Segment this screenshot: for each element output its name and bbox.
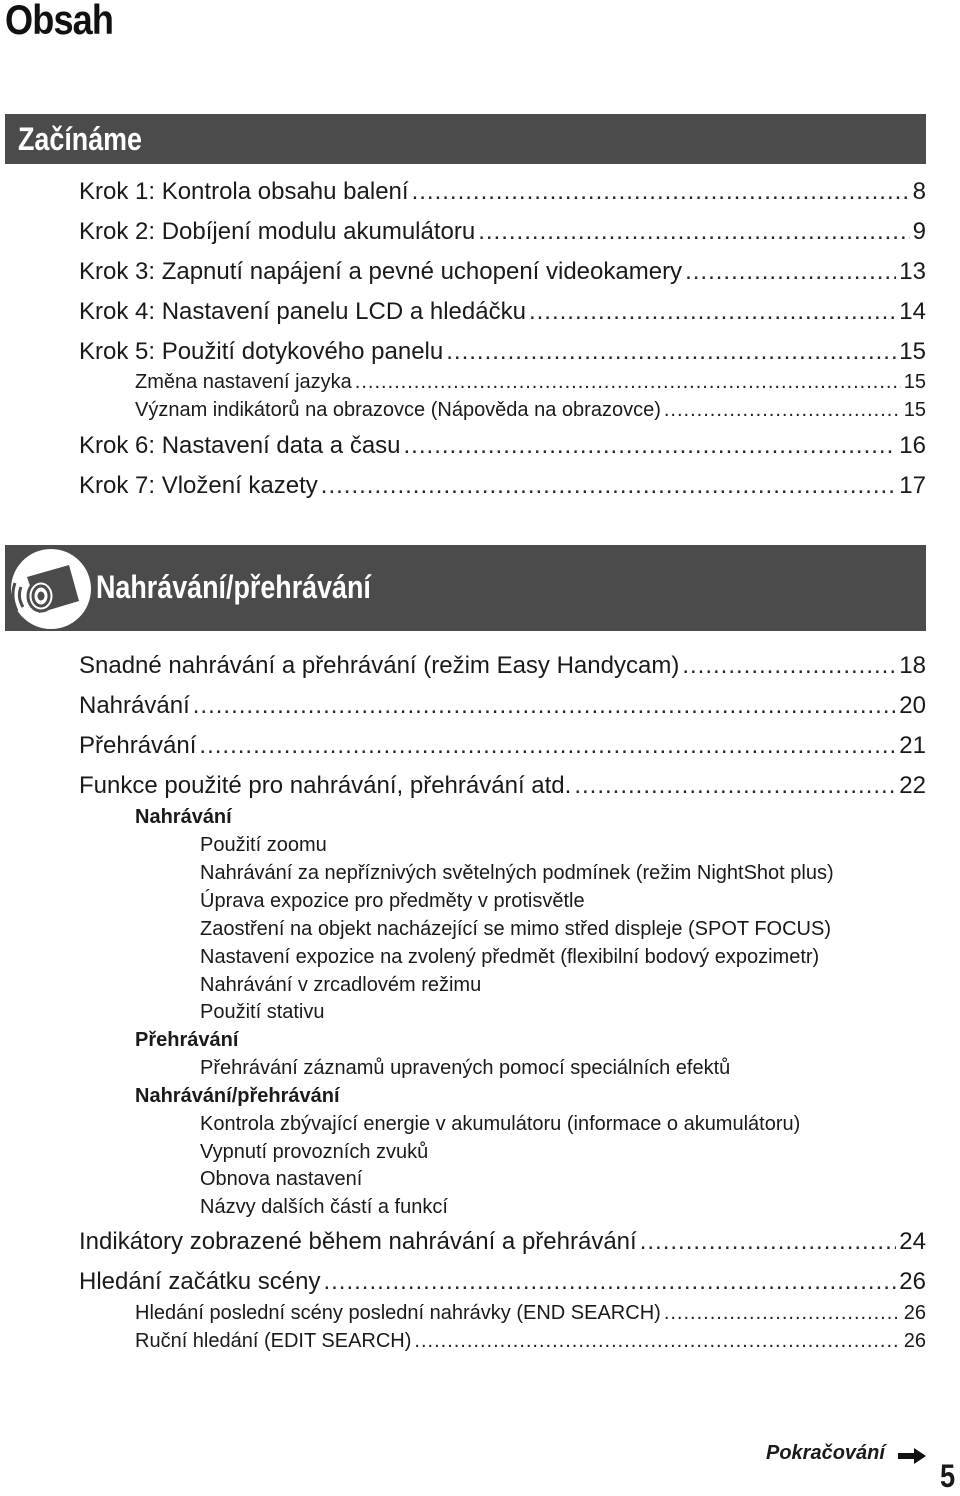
- toc-entry-label: Krok 4: Nastavení panelu LCD a hledáčku: [79, 298, 526, 325]
- page-number: 5: [940, 1458, 956, 1494]
- toc-entry-label: Krok 3: Zapnutí napájení a pevné uchopení videokamery: [79, 258, 683, 285]
- toc-entry-page: 20: [899, 692, 926, 719]
- toc-entry-label: Hledání začátku scény: [79, 1268, 321, 1295]
- toc-entry-label: Hledání poslední scény poslední nahrávky (END SEARCH): [135, 1302, 661, 1324]
- toc-entry[interactable]: [79, 1268, 926, 1296]
- toc-entry-label: Krok 7: Vložení kazety: [79, 472, 318, 499]
- toc-entry-page: 13: [899, 258, 926, 285]
- toc-entry-page: 15: [903, 371, 926, 393]
- toc-entry[interactable]: [79, 772, 926, 800]
- toc-entry-page: 15: [903, 399, 926, 421]
- toc-entry-page: 9: [912, 218, 926, 245]
- toc-subentry[interactable]: [135, 1330, 926, 1353]
- toc-entry[interactable]: [79, 432, 926, 460]
- toc-entry[interactable]: [79, 652, 926, 680]
- page-title: Obsah: [5, 0, 114, 43]
- toc-entry-page: 21: [899, 732, 926, 759]
- toc-entry-page: 18: [899, 652, 926, 679]
- feature-item: Nahrávání za nepříznivých světelných podmínek (režim NightShot plus): [200, 862, 834, 884]
- toc-entry-page: 16: [899, 432, 926, 459]
- toc-entry-page: 24: [899, 1228, 926, 1255]
- section-header-zaciname: [5, 114, 926, 164]
- toc-entry[interactable]: [79, 298, 926, 326]
- toc-entry-label: Změna nastavení jazyka: [135, 371, 352, 393]
- feature-item: Přehrávání záznamů upravených pomocí speciálních efektů: [200, 1057, 731, 1079]
- right-arrow-icon: [897, 1446, 927, 1466]
- toc-entry-label: Indikátory zobrazené během nahrávání a přehrávání: [79, 1228, 637, 1255]
- toc-entry-label: Krok 5: Použití dotykového panelu: [79, 338, 444, 365]
- toc-entry[interactable]: [79, 338, 926, 366]
- feature-item: Použití stativu: [200, 1001, 325, 1023]
- group-heading-nahravani: Nahrávání: [135, 806, 232, 828]
- toc-entry-label: Funkce použité pro nahrávání, přehrávání atd.: [79, 772, 572, 799]
- toc-entry[interactable]: [79, 218, 926, 246]
- section-title: Začínáme: [18, 121, 143, 157]
- toc-entry-label: Přehrávání: [79, 732, 197, 759]
- toc-entry[interactable]: [79, 732, 926, 760]
- toc-entry-label: Krok 1: Kontrola obsahu balení: [79, 178, 409, 205]
- camcorder-icon: [9, 547, 93, 631]
- feature-item: Úprava expozice pro předměty v protisvětle: [200, 890, 585, 912]
- feature-item: Nahrávání v zrcadlovém režimu: [200, 974, 482, 996]
- toc-entry-label: Význam indikátorů na obrazovce (Nápověda na obrazovce): [135, 399, 661, 421]
- toc-entry-page: 26: [903, 1302, 926, 1324]
- feature-item: Nastavení expozice na zvolený předmět (flexibilní bodový expozimetr): [200, 946, 820, 968]
- toc-entry-page: 8: [912, 178, 926, 205]
- feature-item: Vypnutí provozních zvuků: [200, 1141, 429, 1163]
- toc-entry-page: 15: [899, 338, 926, 365]
- section-title: Nahrávání/přehrávání: [96, 569, 371, 605]
- toc-subentry[interactable]: [135, 371, 926, 394]
- toc-entry[interactable]: [79, 258, 926, 286]
- toc-entry-label: Nahrávání: [79, 692, 190, 719]
- toc-entry-label: Ruční hledání (EDIT SEARCH): [135, 1330, 412, 1352]
- toc-entry-label: Snadné nahrávání a přehrávání (režim Easy Handycam): [79, 652, 680, 679]
- feature-item: Použití zoomu: [200, 834, 327, 856]
- toc-entry-label: Krok 2: Dobíjení modulu akumulátoru: [79, 218, 476, 245]
- toc-entry-page: 22: [899, 772, 926, 799]
- group-heading-nahravani-prehravani: Nahrávání/přehrávání: [135, 1085, 340, 1107]
- toc-entry-page: 26: [899, 1268, 926, 1295]
- toc-entry-page: 26: [903, 1330, 926, 1352]
- feature-item: Názvy dalších částí a funkcí: [200, 1196, 448, 1218]
- group-heading-prehravani: Přehrávání: [135, 1029, 239, 1051]
- toc-entry[interactable]: [79, 1228, 926, 1256]
- toc-entry-label: Krok 6: Nastavení data a času: [79, 432, 401, 459]
- toc-subentry[interactable]: [135, 399, 926, 422]
- toc-subentry[interactable]: [135, 1302, 926, 1325]
- toc-entry-page: 14: [899, 298, 926, 325]
- toc-entry[interactable]: [79, 178, 926, 206]
- feature-item: Zaostření na objekt nacházející se mimo střed displeje (SPOT FOCUS): [200, 918, 831, 940]
- section-header-nahravani-prehravani: [5, 545, 926, 631]
- toc-entry[interactable]: [79, 692, 926, 720]
- toc-entry[interactable]: [79, 472, 926, 500]
- feature-item: Obnova nastavení: [200, 1168, 363, 1190]
- continued-link[interactable]: Pokračování: [766, 1442, 885, 1464]
- toc-entry-page: 17: [899, 472, 926, 499]
- feature-item: Kontrola zbývající energie v akumulátoru (informace o akumulátoru): [200, 1113, 801, 1135]
